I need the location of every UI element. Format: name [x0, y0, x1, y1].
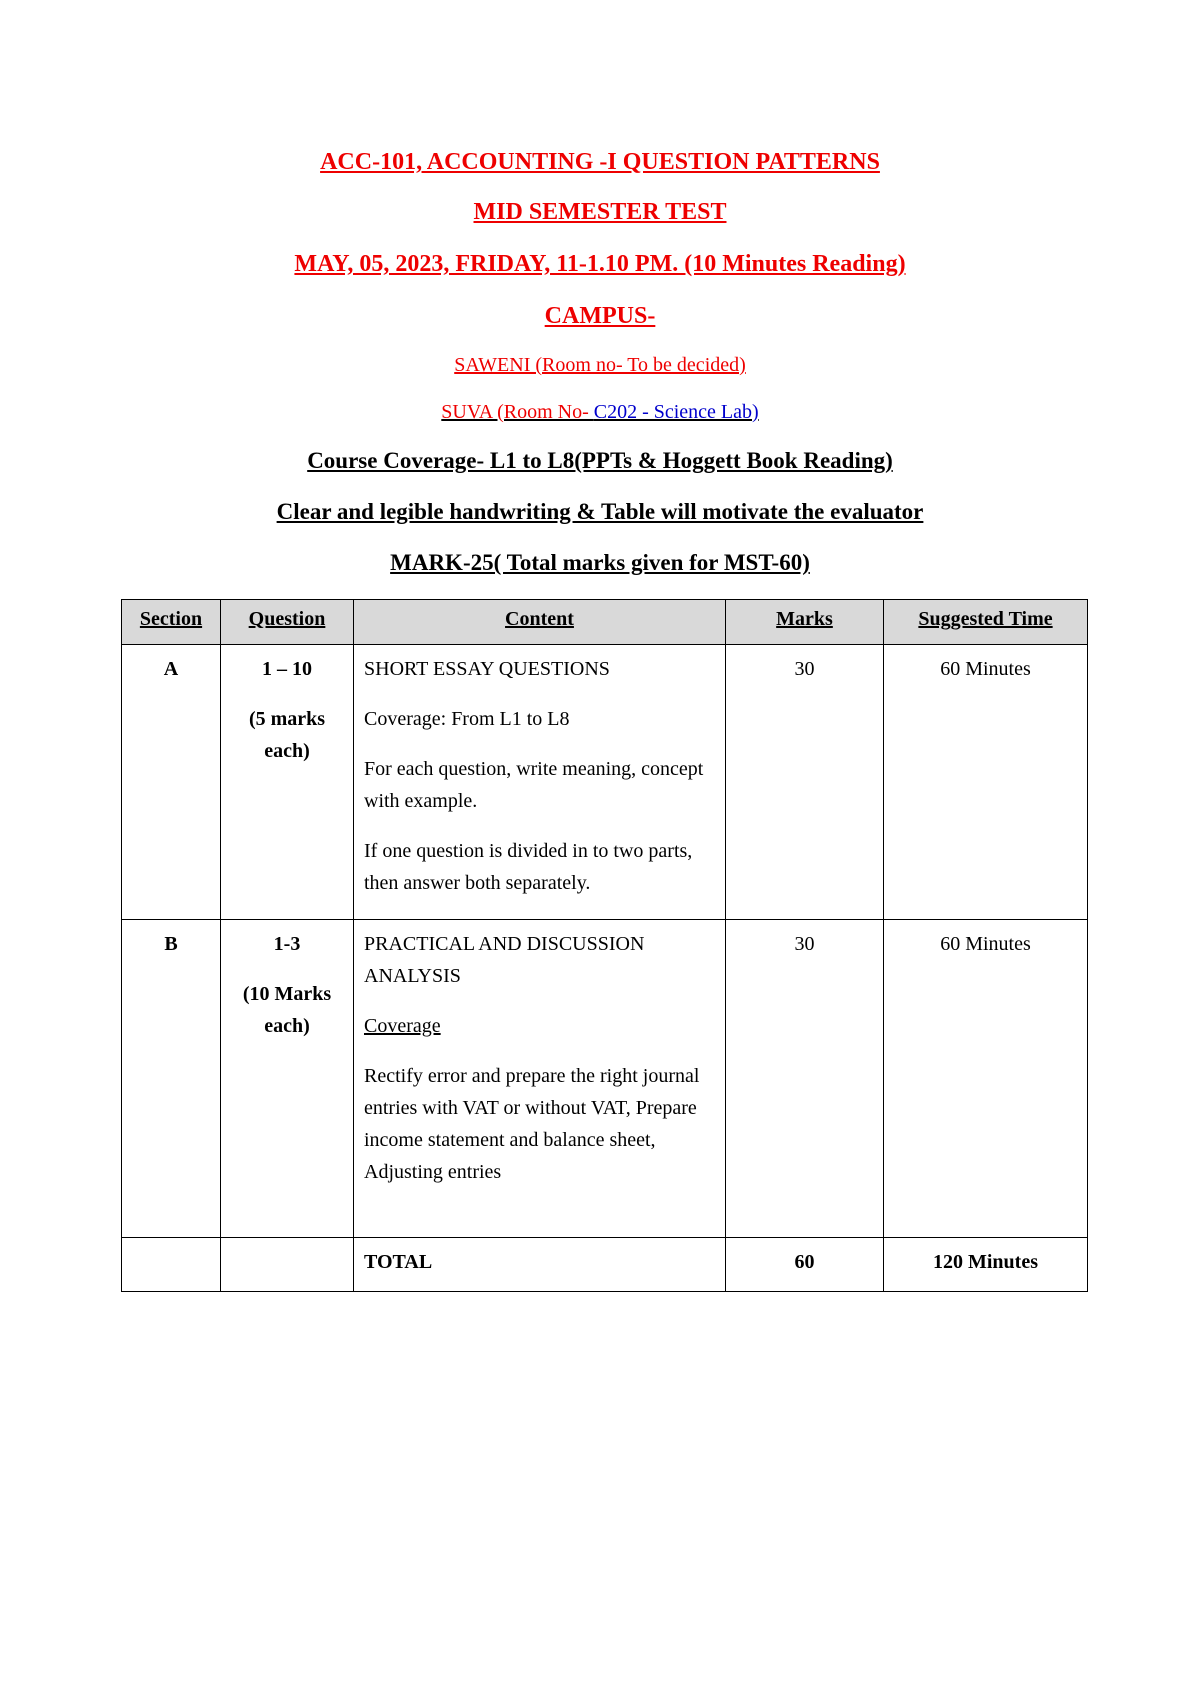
campus-saweni: SAWENI (Room no- To be decided): [454, 354, 746, 376]
content-subheading: Coverage: [364, 1015, 441, 1037]
content-body: Rectify error and prepare the right journal entries with VAT or without VAT, Prepare income statement and balance sheet, Adjusting entries: [364, 1065, 700, 1183]
test-name: MID SEMESTER TEST: [473, 199, 727, 225]
question-note: (5 marks each): [248, 708, 326, 762]
total-label: TOTAL: [354, 1238, 726, 1292]
content-line: For each question, write meaning, concept with example.: [364, 758, 704, 812]
campus-suva: [0, 401, 1200, 424]
question-range: 1 – 10: [262, 658, 312, 680]
col-header-content: Content: [354, 600, 726, 645]
total-marks: 60: [726, 1238, 884, 1292]
evaluator-note: Clear and legible handwriting & Table will motivate the evaluator: [276, 499, 924, 524]
col-header-marks: Marks: [726, 600, 884, 645]
question-cell: [221, 920, 354, 1238]
marks-cell: 30: [726, 645, 884, 920]
empty-cell: [122, 1238, 221, 1292]
suva-room: C202 - Science Lab): [593, 401, 759, 423]
question-range: 1-3: [273, 933, 301, 955]
content-line: If one question is divided in to two parts, then answer both separately.: [364, 840, 693, 894]
test-date-time: MAY, 05, 2023, FRIDAY, 11-1.10 PM. (10 Minutes Reading): [294, 251, 906, 277]
question-note: (10 Marks each): [242, 983, 332, 1037]
marks-cell: 30: [726, 920, 884, 1238]
section-cell: B: [122, 920, 221, 1238]
time-cell: 60 Minutes: [884, 645, 1088, 920]
content-line: Coverage: From L1 to L8: [364, 708, 570, 730]
table-header-row: [122, 600, 1088, 645]
question-cell: [221, 645, 354, 920]
suva-prefix: SUVA (Room No-: [441, 401, 594, 423]
course-coverage: Course Coverage- L1 to L8(PPTs & Hoggett Book Reading): [307, 448, 893, 473]
document-title: ACC-101, ACCOUNTING -I QUESTION PATTERNS: [320, 149, 880, 175]
table-row: [122, 920, 1088, 1238]
empty-cell: [221, 1238, 354, 1292]
content-cell: [354, 920, 726, 1238]
section-cell: A: [122, 645, 221, 920]
col-header-suggested-time: Suggested Time: [884, 600, 1088, 645]
campus-label: CAMPUS-: [544, 303, 656, 329]
question-pattern-table: [121, 599, 1088, 1292]
content-line: SHORT ESSAY QUESTIONS: [364, 658, 610, 680]
total-row: [122, 1238, 1088, 1292]
content-title: PRACTICAL AND DISCUSSION ANALYSIS: [364, 933, 645, 987]
time-cell: 60 Minutes: [884, 920, 1088, 1238]
col-header-section: Section: [122, 600, 221, 645]
content-cell: [354, 645, 726, 920]
total-time: 120 Minutes: [884, 1238, 1088, 1292]
marks-line: MARK-25( Total marks given for MST-60): [390, 550, 810, 575]
col-header-question: Question: [221, 600, 354, 645]
table-row: [122, 645, 1088, 920]
